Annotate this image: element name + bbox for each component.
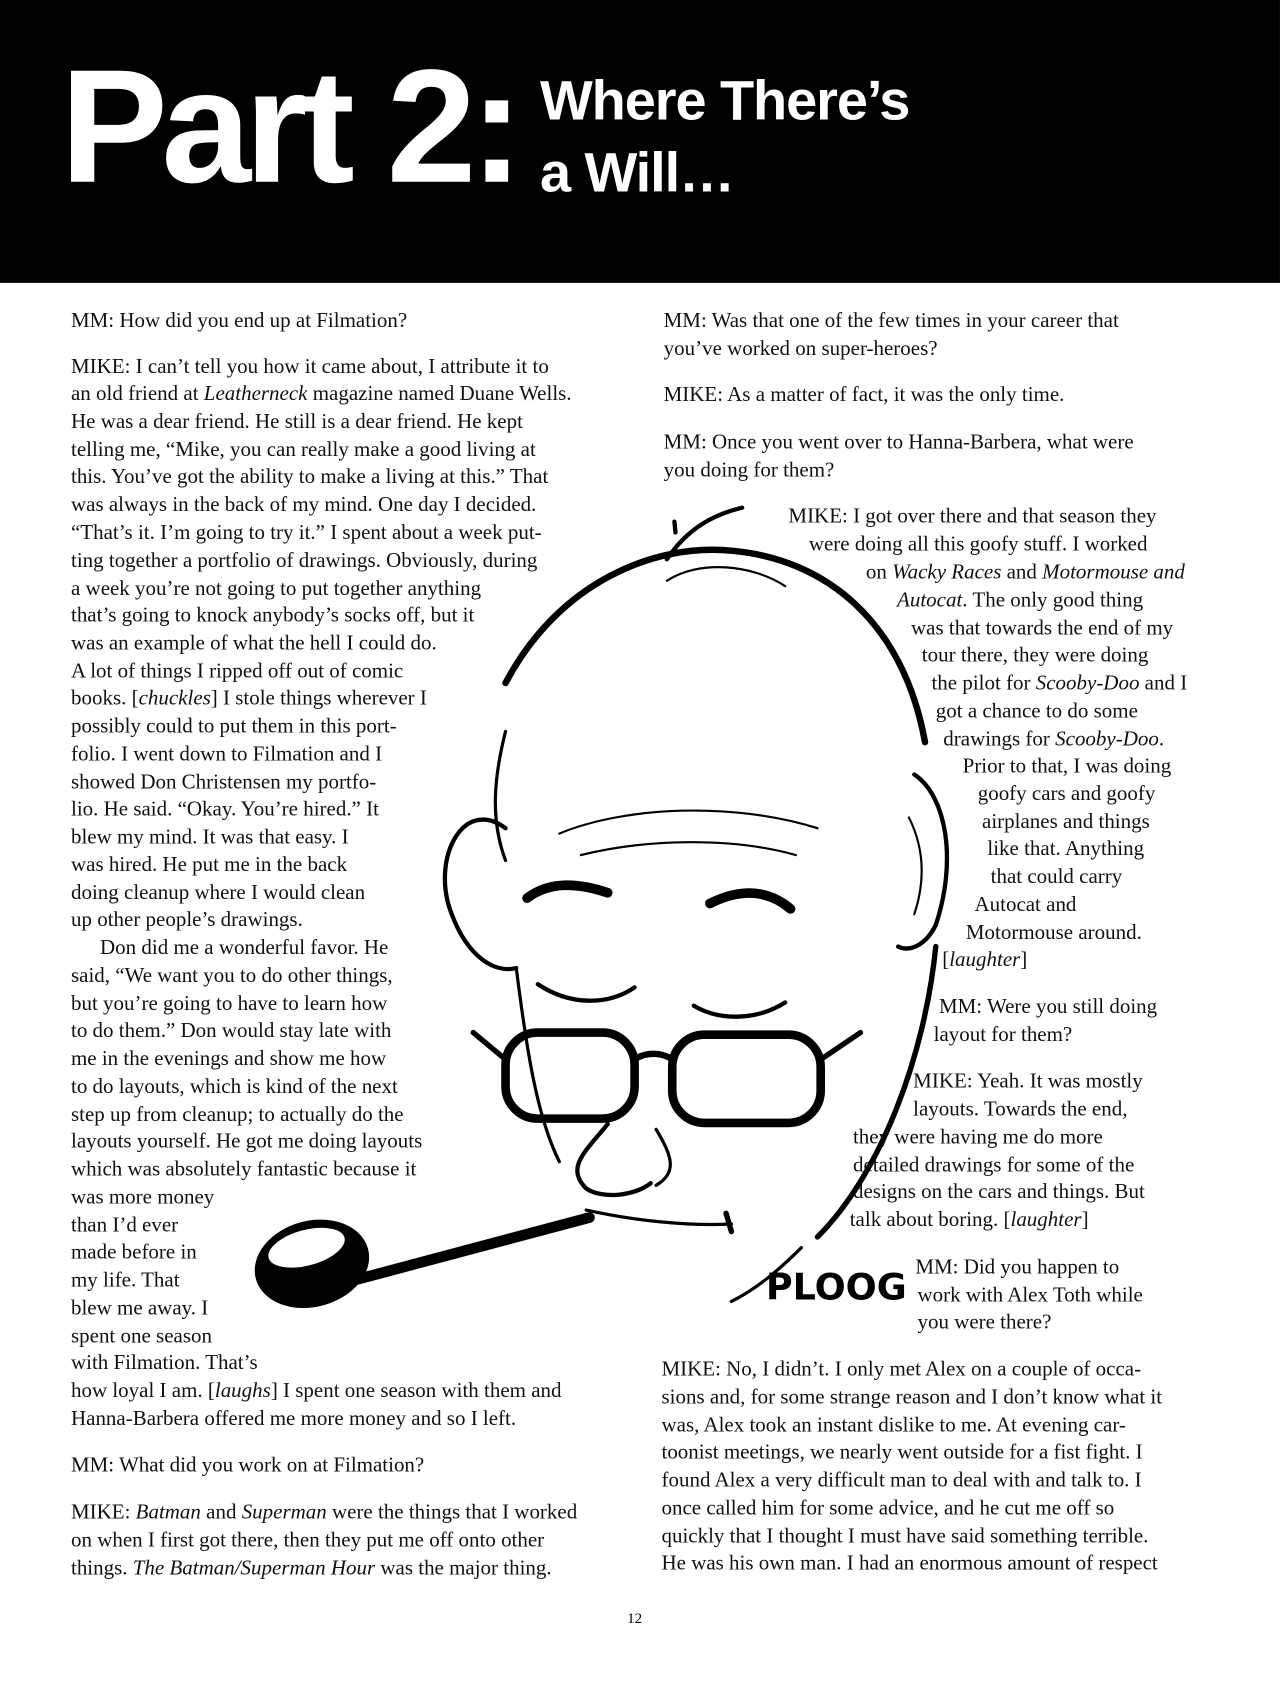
text-segment: that could carry: [990, 865, 1123, 889]
text-segment: ]: [1020, 948, 1028, 972]
text-line: [991, 866, 1123, 890]
text-segment: my life. That: [70, 1269, 180, 1292]
text-line: [661, 1552, 1157, 1576]
text-line: [853, 1181, 1145, 1205]
text-segment: Don did me a wonderful favor. He: [100, 936, 389, 960]
text-segment: ]: [1081, 1208, 1089, 1232]
text-line: [661, 1497, 1114, 1521]
text-segment: that’s going to knock anybody’s socks off, but it: [70, 604, 475, 628]
text-line: [936, 700, 1138, 724]
text-segment: tour there, they were doing: [921, 644, 1149, 667]
text-segment: He was a dear friend. He still is a dear friend. He kept: [70, 410, 523, 434]
text-segment: MIKE: Yeah. It was mostly: [913, 1070, 1143, 1093]
text-line: [71, 1048, 386, 1072]
text-line: [71, 826, 349, 850]
text-line: [71, 1557, 552, 1581]
text-segment: designs on the cars and things. But: [852, 1181, 1145, 1204]
text-line: [71, 1352, 258, 1376]
text-segment: toonist meetings, we nearly went outside for a fist fight. I: [661, 1441, 1143, 1464]
italic-title: Superman: [241, 1501, 327, 1525]
text-line: [71, 1186, 214, 1210]
italic-title: Scooby-Doo: [1055, 728, 1159, 751]
text-line: [71, 1408, 516, 1432]
text-line: [943, 728, 1164, 752]
artist-signature: PLOOG: [765, 1265, 907, 1309]
text-line: [71, 356, 549, 380]
text-segment: [: [942, 948, 950, 972]
text-line: [71, 310, 407, 334]
text-segment: but you’re going to have to learn how: [70, 992, 388, 1016]
text-segment: step up from cleanup; to actually do the: [70, 1103, 404, 1127]
text-segment: than I’d ever: [70, 1214, 179, 1237]
text-segment: MM: Did you happen to: [915, 1256, 1120, 1279]
italic-title: Motormouse and: [1042, 561, 1185, 585]
text-line: [939, 996, 1157, 1020]
text-segment: layouts yourself. He got me doing layouts: [70, 1130, 423, 1154]
text-segment: got a chance to do some: [935, 700, 1138, 723]
text-segment: like that. Anything: [987, 837, 1145, 861]
text-line: [71, 687, 427, 711]
text-segment: MIKE:: [70, 1501, 136, 1525]
text-line: [664, 459, 835, 483]
text-line: [71, 1454, 424, 1478]
italic-title: laughter: [949, 948, 1021, 972]
text-segment: and: [200, 1501, 242, 1525]
text-line: [917, 1284, 1142, 1308]
text-segment: once called him for some advice, and he cut me off so: [661, 1497, 1115, 1520]
text-segment: telling me, “Mike, you can really make a good living at: [70, 438, 536, 462]
text-line: [809, 533, 1148, 557]
text-line: [71, 550, 537, 574]
text-line: [897, 589, 1143, 613]
text-segment: drawings for: [943, 728, 1056, 751]
text-line: [913, 1098, 1127, 1122]
text-segment: was an example of what the hell I could do.: [70, 632, 437, 656]
text-line: [71, 882, 365, 906]
text-segment: MM: What did you work on at Filmation?: [70, 1454, 425, 1477]
text-segment: you’ve worked on super-heroes?: [663, 337, 938, 361]
text-line: [913, 1070, 1143, 1094]
text-segment: was, Alex took an instant dislike to me. At evening car-: [661, 1414, 1126, 1438]
text-segment: MIKE: No, I didn’t. I only met Alex on a couple of occa-: [661, 1358, 1142, 1382]
text-line: [661, 1469, 1141, 1493]
text-segment: ] I stole things wherever I: [210, 687, 427, 710]
text-segment: which was absolutely fantastic because it: [70, 1158, 417, 1182]
italic-title: Scooby-Doo: [1035, 672, 1140, 695]
text-segment: with Filmation. That’s: [70, 1352, 258, 1375]
text-segment: MM: Were you still doing: [938, 996, 1158, 1019]
chapter-number: Part 2:: [60, 35, 518, 217]
italic-title: The Batman/Superman Hour: [132, 1557, 376, 1581]
text-segment: was the major thing.: [375, 1557, 552, 1581]
text-segment: were doing all this goofy stuff. I worked: [808, 533, 1148, 557]
text-segment: was hired. He put me in the back: [70, 854, 348, 877]
text-segment: goofy cars and goofy: [977, 783, 1156, 806]
text-line: [71, 1158, 416, 1182]
text-line: [853, 1126, 1103, 1150]
italic-title: laughs: [214, 1379, 271, 1403]
text-segment: MM: Once you went over to Hanna-Barbera, what were: [663, 431, 1134, 454]
text-segment: magazine named Duane Wells.: [307, 382, 572, 406]
text-segment: .: [1158, 728, 1165, 751]
text-line: [661, 1414, 1125, 1438]
text-segment: said, “We want you to do other things,: [70, 964, 393, 988]
text-segment: talk about boring. [: [849, 1208, 1011, 1232]
text-segment: layouts. Towards the end,: [913, 1098, 1128, 1121]
text-segment: A lot of things I ripped off out of comic: [70, 660, 404, 684]
italic-title: chuckles: [138, 687, 211, 710]
italic-title: Autocat: [897, 589, 963, 613]
text-line: [71, 1530, 544, 1554]
text-line: [982, 811, 1150, 835]
text-line: [661, 1358, 1141, 1382]
text-line: [71, 1297, 208, 1321]
text-line: [71, 1241, 197, 1265]
text-segment: books. [: [70, 687, 139, 710]
text-line: [661, 1525, 1148, 1549]
text-line: [664, 384, 1065, 408]
text-segment: you doing for them?: [663, 459, 835, 482]
text-line: [664, 431, 1134, 455]
text-line: [71, 1130, 422, 1154]
chapter-title-line1: Where There’s: [539, 69, 910, 133]
text-line: [942, 949, 1027, 973]
text-segment: “That’s it. I’m going to try it.” I spent about a week put-: [70, 521, 542, 545]
text-line: [788, 506, 1156, 530]
text-segment: ] I spent one season with them and: [270, 1379, 562, 1403]
text-segment: made before in: [70, 1241, 197, 1264]
text-line: [911, 617, 1173, 641]
text-segment: possibly could to put them in this port-: [70, 715, 397, 738]
text-segment: was more money: [70, 1186, 215, 1209]
text-segment: was that towards the end of my: [911, 617, 1174, 640]
text-segment: airplanes and things: [982, 811, 1150, 834]
text-segment: found Alex a very difficult man to deal with and talk to. I: [661, 1469, 1142, 1492]
text-line: [987, 838, 1144, 862]
text-segment: me in the evenings and show me how: [70, 1047, 387, 1071]
text-line: [71, 1380, 561, 1404]
text-segment: blew my mind. It was that easy. I: [70, 826, 349, 849]
text-line: [71, 578, 481, 602]
text-line: [915, 1256, 1119, 1280]
text-line: [71, 466, 548, 490]
text-line: [71, 993, 387, 1017]
text-line: [71, 854, 347, 878]
text-line: [71, 411, 523, 435]
text-segment: on: [865, 561, 893, 585]
text-segment: lio. He said. “Okay. You’re hired.” It: [70, 798, 379, 821]
text-line: [966, 922, 1142, 946]
text-line: [71, 1325, 212, 1349]
text-segment: . The only good thing: [962, 589, 1144, 613]
text-segment: blew me away. I: [70, 1297, 209, 1320]
text-line: [917, 1311, 1051, 1335]
text-segment: ting together a portfolio of drawings. Obviously, during: [70, 549, 538, 573]
text-line: [71, 798, 379, 822]
text-segment: things.: [70, 1557, 133, 1581]
text-segment: MIKE: I got over there and that season they: [788, 505, 1157, 529]
text-segment: MIKE: As a matter of fact, it was the only time.: [663, 383, 1065, 407]
text-line: [71, 1214, 178, 1238]
text-segment: to do layouts, which is kind of the next: [70, 1075, 398, 1099]
text-segment: on when I first got there, then they put me off onto other: [70, 1529, 545, 1553]
text-segment: and I: [1139, 672, 1188, 695]
text-line: [71, 1076, 398, 1100]
text-segment: an old friend at: [70, 382, 204, 406]
text-line: [978, 783, 1156, 807]
text-line: [71, 660, 403, 684]
text-line: [71, 965, 393, 989]
text-line: [71, 715, 397, 739]
text-segment: up other people’s drawings.: [70, 908, 303, 932]
text-segment: MIKE: I can’t tell you how it came about, I attribute it to: [70, 356, 549, 379]
text-line: [71, 1104, 404, 1128]
text-segment: spent one season: [70, 1325, 212, 1348]
text-line: [931, 672, 1187, 696]
text-line: [71, 743, 382, 767]
text-line: [853, 1154, 1134, 1178]
text-line: [71, 909, 303, 933]
text-segment: sions and, for some strange reason and I don’t know what it: [661, 1386, 1163, 1410]
text-segment: showed Don Christensen my portfo-: [70, 771, 377, 794]
page-number: 12: [627, 1611, 643, 1628]
italic-title: Leatherneck: [203, 382, 308, 406]
italic-title: laughter: [1010, 1208, 1082, 1232]
text-segment: He was his own man. I had an enormous amount of respect: [661, 1552, 1158, 1575]
text-line: [71, 771, 376, 795]
text-line: [661, 1386, 1162, 1410]
text-segment: to do them.” Don would stay late with: [70, 1019, 392, 1043]
text-line: [71, 1020, 391, 1044]
text-segment: a week you’re not going to put together anything: [70, 577, 482, 601]
text-line: [922, 644, 1149, 668]
text-segment: Prior to that, I was doing: [962, 755, 1172, 778]
text-line: [963, 755, 1172, 779]
text-segment: quickly that I thought I must have said something terrible.: [661, 1525, 1149, 1548]
text-segment: and: [1001, 561, 1043, 585]
text-segment: this. You’ve got the ability to make a living at this.” That: [70, 465, 549, 489]
text-line: [71, 632, 437, 656]
text-segment: the pilot for: [931, 672, 1036, 695]
text-line: [71, 604, 474, 628]
text-segment: layout for them?: [933, 1023, 1073, 1047]
text-segment: Hanna-Barbera offered me more money and so I left.: [70, 1407, 517, 1431]
text-segment: detailed drawings for some of the: [852, 1154, 1135, 1177]
italic-title: Wacky Races: [892, 561, 1002, 585]
text-line: [100, 937, 388, 961]
text-segment: was always in the back of my mind. One day I decided.: [70, 493, 537, 517]
text-line: [661, 1441, 1142, 1465]
text-segment: Autocat and: [974, 893, 1077, 917]
text-line: [934, 1024, 1073, 1048]
text-line: [71, 522, 542, 546]
text-line: [850, 1209, 1089, 1233]
text-line: [866, 561, 1185, 585]
text-segment: MM: Was that one of the few times in your career that: [663, 309, 1119, 333]
text-segment: they were having me do more: [852, 1126, 1103, 1149]
text-segment: how loyal I am. [: [70, 1379, 215, 1403]
text-segment: you were there?: [917, 1311, 1052, 1334]
text-segment: work with Alex Toth while: [917, 1284, 1143, 1307]
text-line: [71, 1502, 577, 1526]
chapter-title-line2: a Will…: [539, 141, 734, 205]
text-segment: doing cleanup where I would clean: [70, 881, 366, 905]
text-segment: folio. I went down to Filmation and I: [70, 743, 383, 766]
italic-title: Batman: [135, 1501, 201, 1525]
text-line: [71, 439, 536, 463]
text-segment: MM: How did you end up at Filmation?: [70, 309, 408, 333]
text-segment: Motormouse around.: [965, 921, 1142, 945]
text-line: [71, 1269, 180, 1293]
text-line: [974, 894, 1076, 918]
text-line: [664, 310, 1119, 334]
text-segment: were the things that I worked: [326, 1501, 578, 1525]
text-line: [71, 383, 572, 407]
text-line: [71, 494, 536, 518]
text-line: [664, 338, 938, 362]
